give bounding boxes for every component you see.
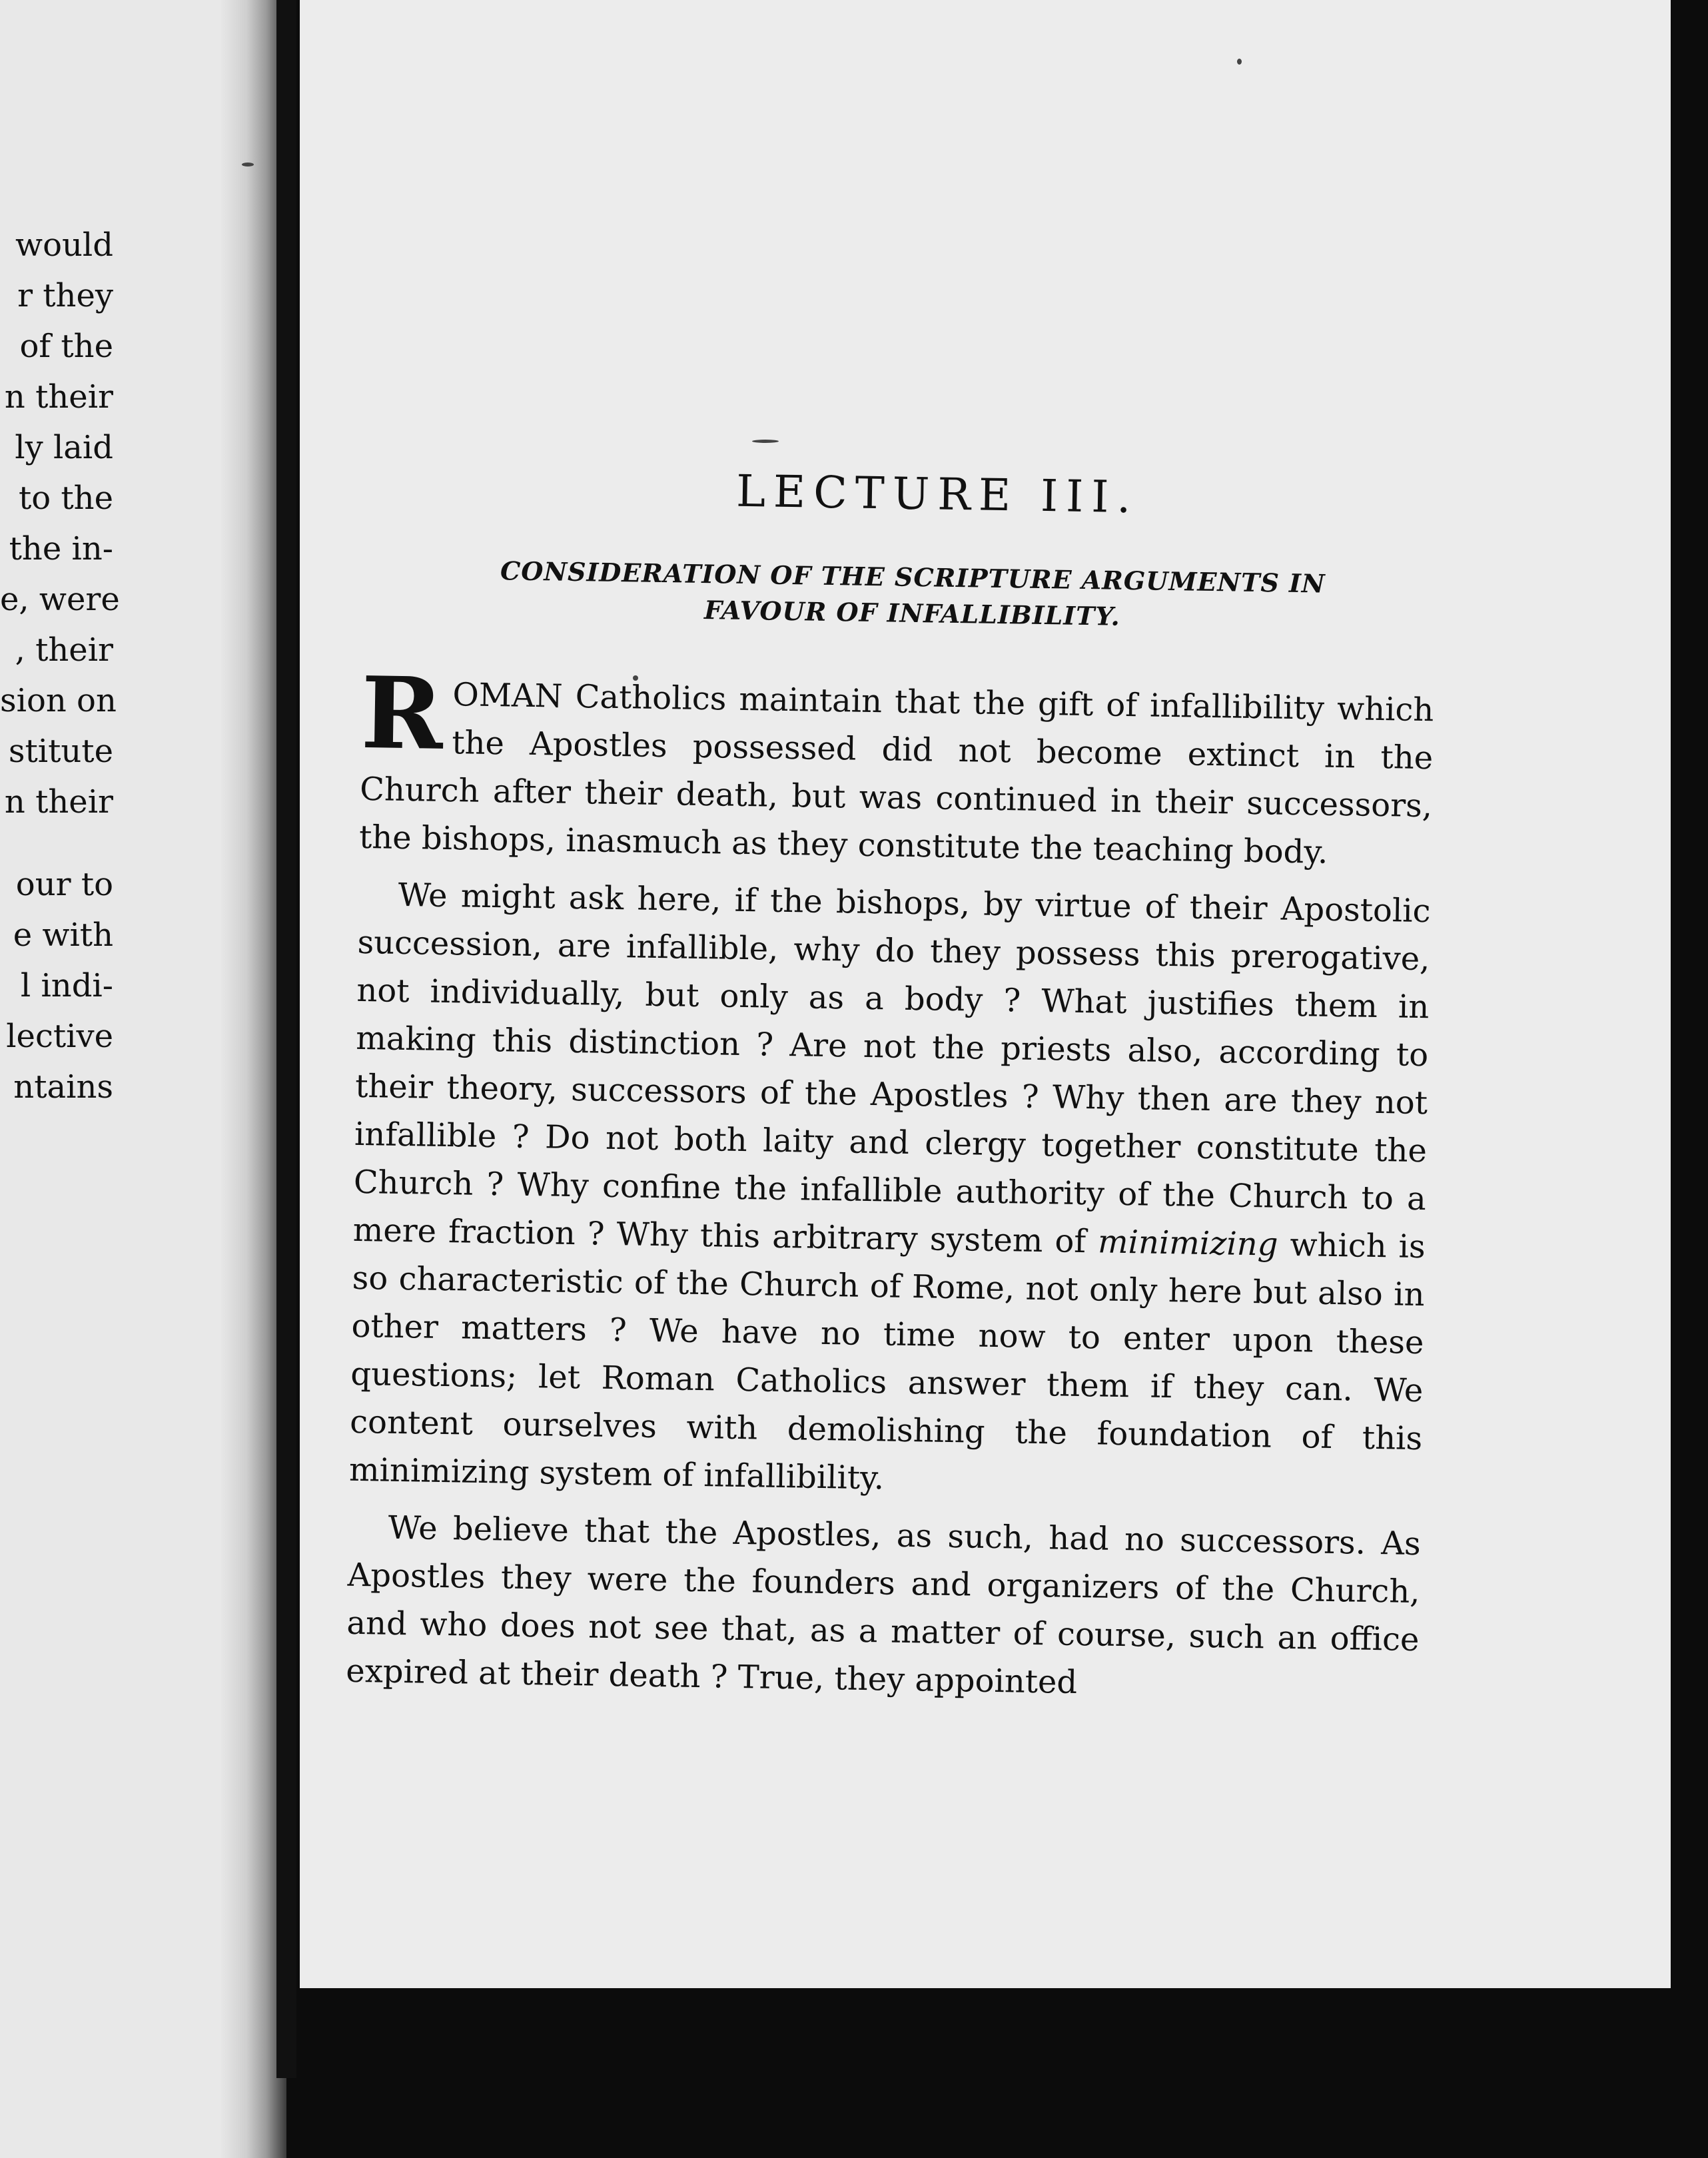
left-line: sion on	[0, 682, 117, 719]
left-line: l indi-	[20, 967, 113, 1004]
speck	[752, 440, 779, 443]
left-line: to the	[18, 480, 113, 517]
left-line: our to	[15, 866, 113, 903]
left-line: n their	[4, 783, 113, 821]
book-spine	[276, 0, 296, 2078]
subtitle-line-2: FAVOUR OF INFALLIBILITY.	[703, 595, 1121, 631]
left-line: ntains	[13, 1068, 113, 1106]
paragraph-2	[349, 871, 1432, 1511]
left-line: lective	[6, 1018, 113, 1055]
paragraph-1-text: OMAN Catholics maintain that the gift of infallibility which the Apostles possessed did not become extinct in the Church after their death, but was continued in their successors, the bishops, inasmuch as they constitute the teaching body.	[358, 676, 1434, 871]
left-line: e with	[13, 916, 113, 954]
subtitle-line-1: CONSIDERATION OF THE SCRIPTURE ARGUMENTS IN	[500, 555, 1326, 599]
left-line: ly laid	[15, 429, 113, 466]
page-content	[346, 460, 1438, 1712]
left-page-text	[0, 220, 120, 1112]
paragraph-3-text: We believe that the Apostles, as such, had no successors. As Apostles they were the founders and organizers of the Church, and who does not see that, as a matter of course, such an office expired at their death ? True, they appointed	[345, 1509, 1422, 1702]
paragraph-2-emphasis: minimizing	[1097, 1223, 1278, 1263]
bottom-edge-shadow	[300, 1988, 1708, 2158]
lecture-subtitle	[389, 551, 1436, 640]
left-line: would	[15, 226, 113, 264]
indent	[348, 1538, 388, 1539]
left-line: e, were	[0, 581, 120, 618]
lecture-title: LECTURE III.	[735, 465, 1139, 524]
left-line: of the	[19, 328, 113, 365]
paragraph-2-text-b: which is so characteristic of the Church of Rome, not only here but also in other matters ? We have no time now to enter upon these questions; let Roman Catholics answer them if they can. We content ourselves with demolishing the foundation of this minimizing system of infallibility.	[348, 1226, 1426, 1497]
left-line: r they	[17, 277, 113, 314]
left-line: stitute	[8, 733, 113, 770]
paragraph-2-text-a: We might ask here, if the bishops, by virtue of their Apostolic succession, are infallible, why do they possess this prerogative, not individually, but only as a body ? What justifies them in making this distinction ? Are not the priests also, according to their theory, successors of the Apostles ? Why then are they not infallible ? Do not both laity and clergy together constitute the Church ? Why confine the infallible authority of the Church to a mere fraction ? Why this arbitrary system of	[352, 876, 1431, 1261]
indent	[358, 905, 398, 906]
speck	[242, 163, 254, 167]
left-line: the in-	[9, 530, 113, 567]
drop-cap: R	[360, 654, 444, 772]
paragraph-1	[358, 654, 1434, 878]
right-edge-shadow	[1671, 0, 1708, 2158]
speck	[1237, 59, 1242, 65]
left-line: , their	[15, 631, 113, 669]
paragraph-3	[346, 1503, 1421, 1712]
left-line: n their	[4, 378, 113, 416]
